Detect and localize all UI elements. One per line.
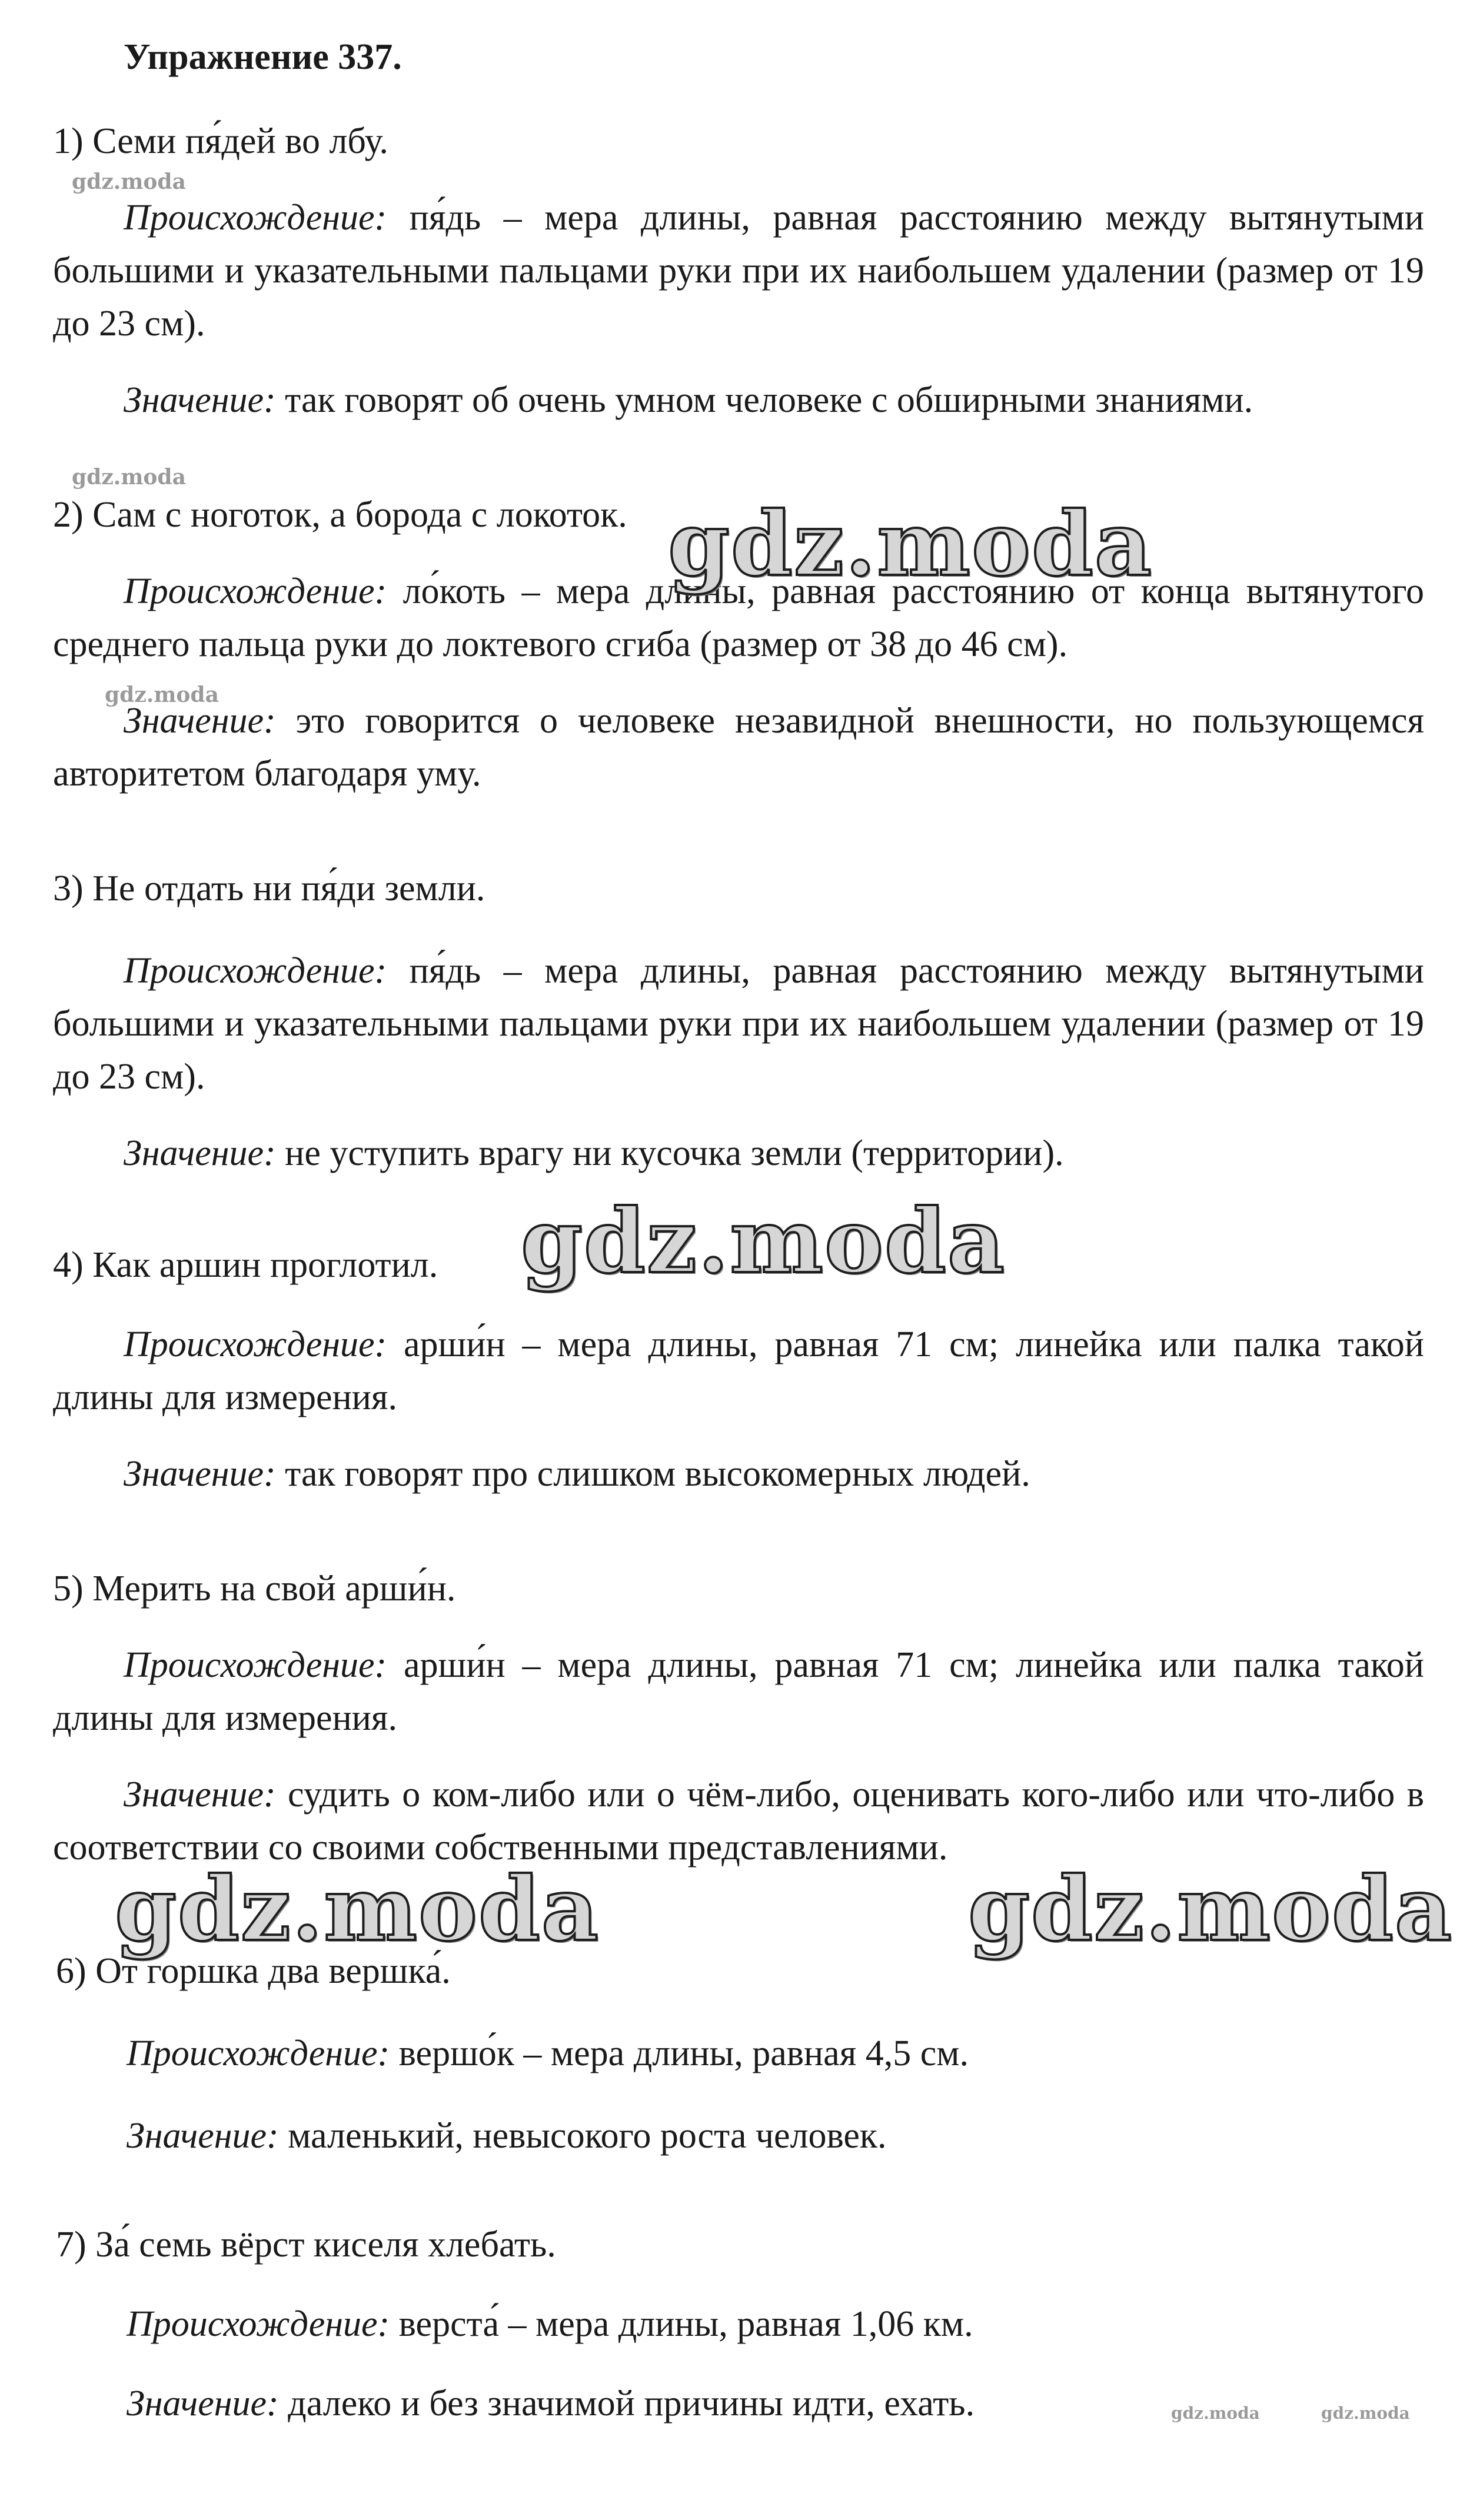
item-2-origin-text: ло́коть – мера длины, равная расстоянию от конца вытянутого среднего пальца руки до локтевого сгиба (размер от 38 до 46 см). [53, 571, 1424, 664]
watermark-small: gdz.moda [1321, 2404, 1410, 2423]
item-4-origin-text: арши́н – мера длины, равная 71 см; линейка или палка такой длины для измерения. [53, 1324, 1424, 1417]
meaning-label: Значение: [124, 380, 276, 420]
item-7-origin-text: верста́ – мера длины, равная 1,06 км. [390, 2304, 973, 2344]
item-2-heading: 2) Сам с ноготок, а борода с локоток. [53, 495, 627, 535]
item-1-origin-text: пя́дь – мера длины, равная расстоянию между вытянутыми большими и указательными пальцами руки при их наибольшем удалении (размер от 19 до 23 см). [53, 198, 1424, 344]
origin-label: Происхождение: [124, 1645, 387, 1685]
origin-label: Происхождение: [124, 951, 387, 991]
item-7-meaning [127, 2377, 975, 2430]
item-4-origin [53, 1318, 1424, 1424]
item-5-origin-text: арши́н – мера длины, равная 71 см; линейка или палка такой длины для измерения. [53, 1645, 1424, 1738]
meaning-label: Значение: [124, 1454, 276, 1494]
item-6-origin-text: вершо́к – мера длины, равная 4,5 см. [390, 2033, 969, 2073]
meaning-label: Значение: [124, 1775, 276, 1815]
item-4-meaning [124, 1447, 1030, 1500]
watermark-small: gdz.moda [1171, 2404, 1260, 2423]
item-1-meaning [124, 374, 1253, 427]
item-6-meaning [127, 2109, 887, 2162]
item-6-heading: 6) От горшка два вершка́. [56, 1951, 451, 1991]
item-5-meaning-text: судить о ком-либо или о чём-либо, оценивать кого-либо или что-либо в соответствии со своими собственными представлениями. [53, 1775, 1424, 1867]
watermark-large: gdz.moda [521, 1190, 1006, 1293]
item-3-heading: 3) Не отдать ни пя́ди земли. [53, 868, 485, 908]
item-5-heading: 5) Мерить на свой арши́н. [53, 1569, 456, 1609]
item-4-heading: 4) Как аршин проглотил. [53, 1245, 438, 1285]
watermark-large: gdz.moda [115, 1857, 600, 1961]
item-6-meaning-text: маленький, невысокого роста человек. [278, 2116, 887, 2156]
item-3-origin-text: пя́дь – мера длины, равная расстоянию между вытянутыми большими и указательными пальцами руки при их наибольшем удалении (размер от 19 до 23 см). [53, 951, 1424, 1097]
origin-label: Происхождение: [124, 198, 387, 238]
origin-label: Происхождение: [124, 1324, 387, 1364]
origin-label: Происхождение: [127, 2033, 390, 2073]
origin-label: Происхождение: [127, 2304, 390, 2344]
item-3-meaning [124, 1127, 1064, 1180]
watermark-large: gdz.moda [968, 1857, 1454, 1961]
item-6-origin [127, 2027, 969, 2080]
item-7-origin [127, 2298, 973, 2351]
meaning-label: Значение: [127, 2383, 279, 2424]
exercise-title: Упражнение 337. [124, 37, 402, 77]
item-1-heading: 1) Семи пя́дей во лбу. [53, 121, 388, 161]
watermark-large: gdz.moda [668, 492, 1153, 596]
item-7-heading: 7) За́ семь вёрст киселя хлебать. [56, 2225, 556, 2265]
item-1-meaning-text: так говорят об очень умном человеке с обширными знаниями. [275, 380, 1253, 420]
meaning-label: Значение: [127, 2116, 279, 2156]
watermark-small: gdz.moda [72, 169, 186, 194]
meaning-label: Значение: [124, 1133, 276, 1173]
item-5-origin [53, 1639, 1424, 1745]
item-7-meaning-text: далеко и без значимой причины идти, ехать. [278, 2383, 975, 2424]
watermark-small: gdz.moda [72, 465, 186, 490]
origin-label: Происхождение: [124, 571, 387, 611]
item-1-origin [53, 191, 1424, 350]
item-2-meaning-text: это говорится о человеке незавидной внешности, но пользующемся авторитетом благодаря уму. [53, 701, 1424, 794]
item-3-origin [53, 944, 1424, 1103]
meaning-label: Значение: [124, 701, 276, 741]
watermark-small: gdz.moda [105, 683, 219, 707]
item-3-meaning-text: не уступить врагу ни кусочка земли (территории). [275, 1133, 1064, 1173]
item-2-meaning [53, 694, 1424, 800]
item-4-meaning-text: так говорят про слишком высокомерных людей. [275, 1454, 1030, 1494]
